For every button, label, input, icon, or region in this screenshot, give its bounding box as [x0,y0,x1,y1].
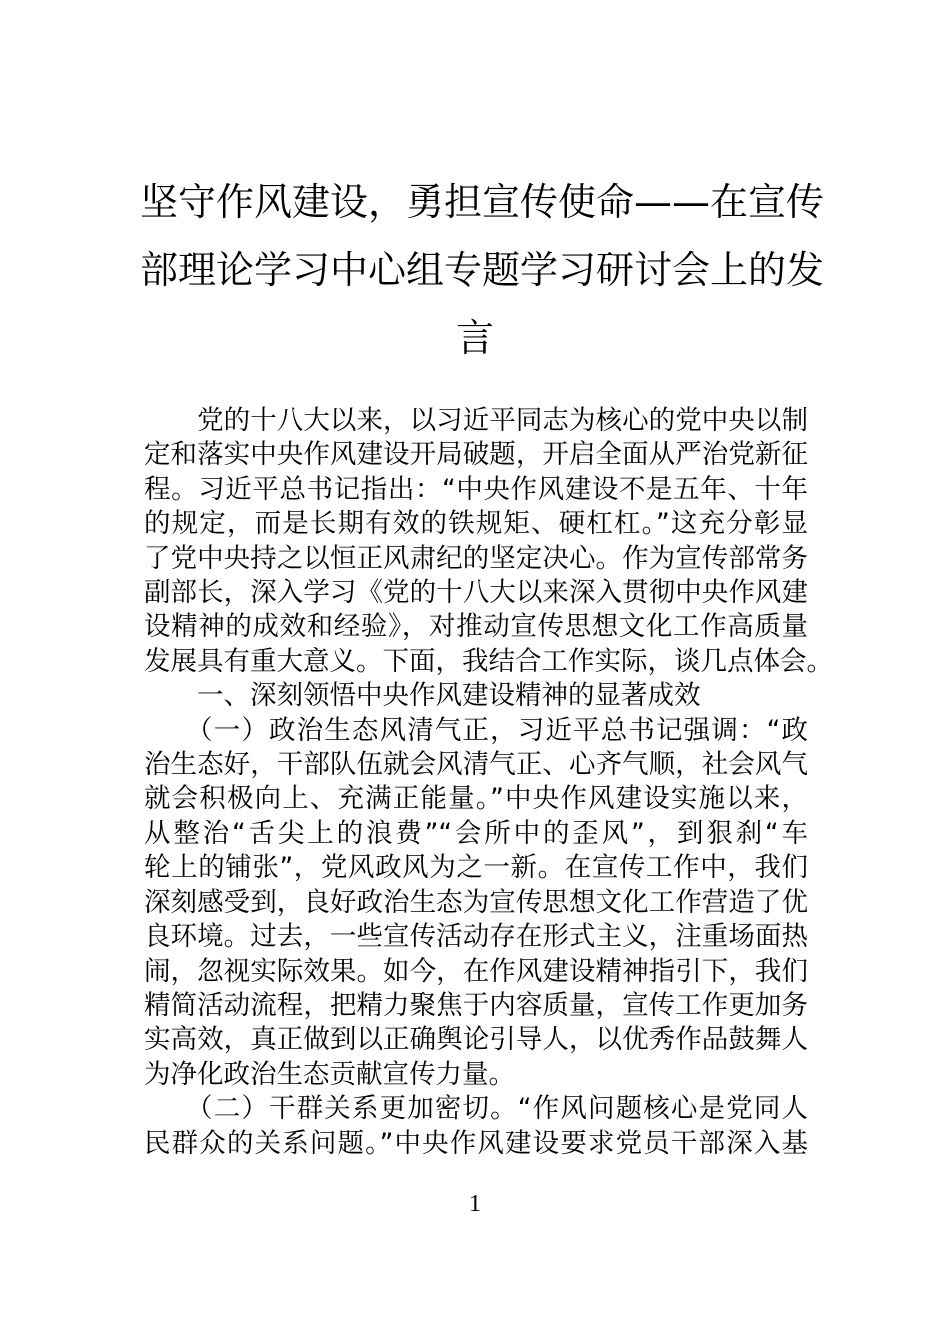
body-line: 就会积极向上、充满正能量。”中央作风建设实施以来， [144,783,808,815]
body-line: 定和落实中央作风建设开局破题，开启全面从严治党新征 [144,439,808,471]
body-line: （一）政治生态风清气正，习近平总书记强调：“政 [144,714,808,746]
section-heading: 一、深刻领悟中央作风建设精神的显著成效 [144,680,701,712]
body-line: 设精神的成效和经验》，对推动宣传思想文化工作高质量 [144,611,808,643]
title-line: 部理论学习中心组专题学习研讨会上的发 [140,248,825,292]
body-line: 程。习近平总书记指出：“中央作风建设不是五年、十年 [144,473,808,505]
body-line: 为净化政治生态贡献宣传力量。 [144,1058,515,1090]
body-line: 从整治“舌尖上的浪费”“会所中的歪风”，到狠刹“车 [144,817,808,849]
body-line: 实高效，真正做到以正确舆论引导人，以优秀作品鼓舞人 [144,1024,808,1056]
body-line: 闹，忽视实际效果。如今，在作风建设精神指引下，我们 [144,955,808,987]
body-line: 副部长，深入学习《党的十八大以来深入贯彻中央作风建 [144,577,808,609]
document-title [140,168,825,372]
body-line: 的规定，而是长期有效的铁规矩、硬杠杠。”这充分彰显 [144,508,808,540]
body-line: 深刻感受到，良好政治生态为宣传思想文化工作营造了优 [144,886,808,918]
body-line: 党的十八大以来，以习近平同志为核心的党中央以制 [144,405,808,436]
body-line: 良环境。过去，一些宣传活动存在形式主义，注重场面热 [144,921,808,953]
title-line: 言 [455,316,494,360]
body-line: 治生态好，干部队伍就会风清气正、心齐气顺，社会风气 [144,749,808,781]
body-line: 精简活动流程，把精力聚焦于内容质量，宣传工作更加务 [144,989,808,1021]
body-line: 了党中央持之以恒正风肃纪的坚定决心。作为宣传部常务 [144,542,808,574]
body-line: 民群众的关系问题。”中央作风建设要求党员干部深入基 [144,1127,808,1159]
title-line: 坚守作风建设，勇担宣传使命——在宣传 [140,180,825,224]
page-number: 1 [469,1191,481,1217]
body-line: 轮上的铺张”，党风政风为之一新。在宣传工作中，我们 [144,852,808,884]
body-line: 发展具有重大意义。下面，我结合工作实际，谈几点体会。 [144,645,833,677]
document-body [144,404,833,1161]
body-line: （二）干群关系更加密切。“作风问题核心是党同人 [144,1093,808,1125]
